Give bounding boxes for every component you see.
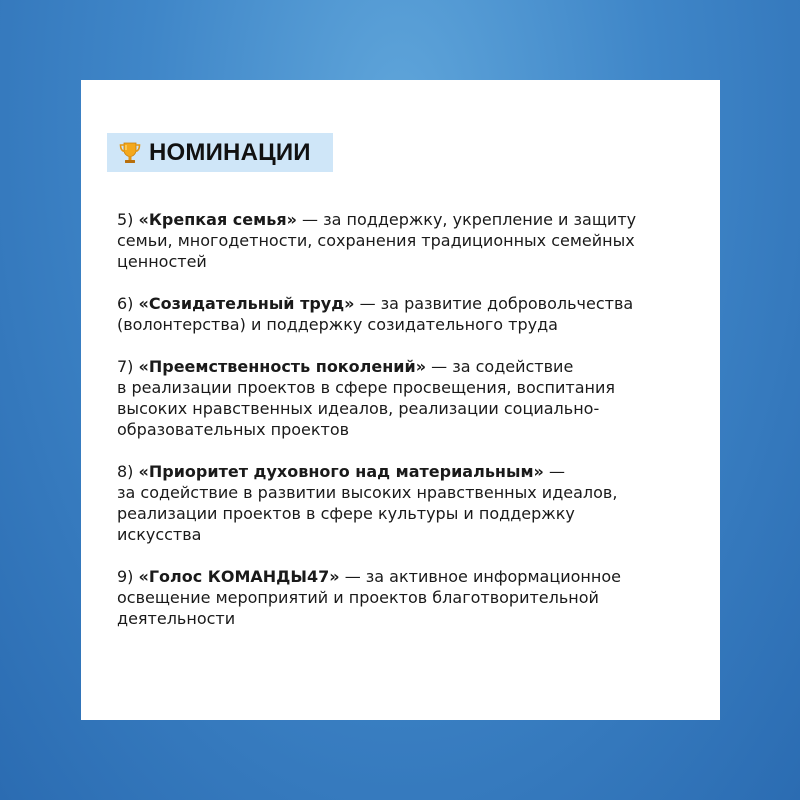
- section-heading: [107, 133, 333, 172]
- nomination-text: — за поддержку, укрепление и защиту: [296, 210, 637, 229]
- nomination-title: «Приоритет духовного над материальным»: [138, 462, 544, 481]
- nomination-text: — за развитие добровольчества: [354, 294, 634, 313]
- nomination-text: — за содействие: [426, 357, 574, 376]
- nomination-title: «Созидательный труд»: [138, 294, 355, 313]
- nomination-title: «Голос КОМАНДЫ47»: [138, 567, 340, 586]
- nomination-item: [117, 293, 697, 335]
- nomination-text: семьи, многодетности, сохранения традиционных семейных: [117, 231, 635, 250]
- nomination-number: 6): [117, 294, 134, 313]
- nomination-text: в реализации проектов в сфере просвещения, воспитания: [117, 378, 616, 397]
- nomination-number: 5): [117, 210, 134, 229]
- nomination-first-line: [117, 566, 697, 587]
- nomination-text: образовательных проектов: [117, 420, 350, 439]
- nomination-text: за содействие в развитии высоких нравственных идеалов,: [117, 483, 618, 502]
- nomination-item: [117, 461, 697, 545]
- nomination-first-line: [117, 293, 697, 314]
- nomination-text: высоких нравственных идеалов, реализации социально-: [117, 399, 600, 418]
- nominations-list: [117, 209, 697, 650]
- nomination-first-line: [117, 461, 697, 482]
- nomination-title: «Преемственность поколений»: [138, 357, 427, 376]
- trophy-icon: [117, 140, 143, 166]
- nomination-text: освещение мероприятий и проектов благотворительной: [117, 588, 599, 607]
- content-card: [81, 80, 720, 720]
- nomination-text: —: [543, 462, 565, 481]
- nomination-number: 8): [117, 462, 134, 481]
- nomination-text: (волонтерства) и поддержку созидательного труда: [117, 315, 558, 334]
- nomination-text: искусства: [117, 525, 202, 544]
- nomination-item: [117, 356, 697, 440]
- nomination-first-line: [117, 356, 697, 377]
- nomination-title: «Крепкая семья»: [138, 210, 297, 229]
- nomination-item: [117, 566, 697, 629]
- nomination-number: 7): [117, 357, 134, 376]
- nomination-text: реализации проектов в сфере культуры и поддержку: [117, 504, 575, 523]
- nomination-item: [117, 209, 697, 272]
- nomination-first-line: [117, 209, 697, 230]
- nomination-text: деятельности: [117, 609, 236, 628]
- section-title: НОМИНАЦИИ: [149, 138, 311, 166]
- nomination-text: — за активное информационное: [339, 567, 621, 586]
- nomination-number: 9): [117, 567, 134, 586]
- nomination-text: ценностей: [117, 252, 207, 271]
